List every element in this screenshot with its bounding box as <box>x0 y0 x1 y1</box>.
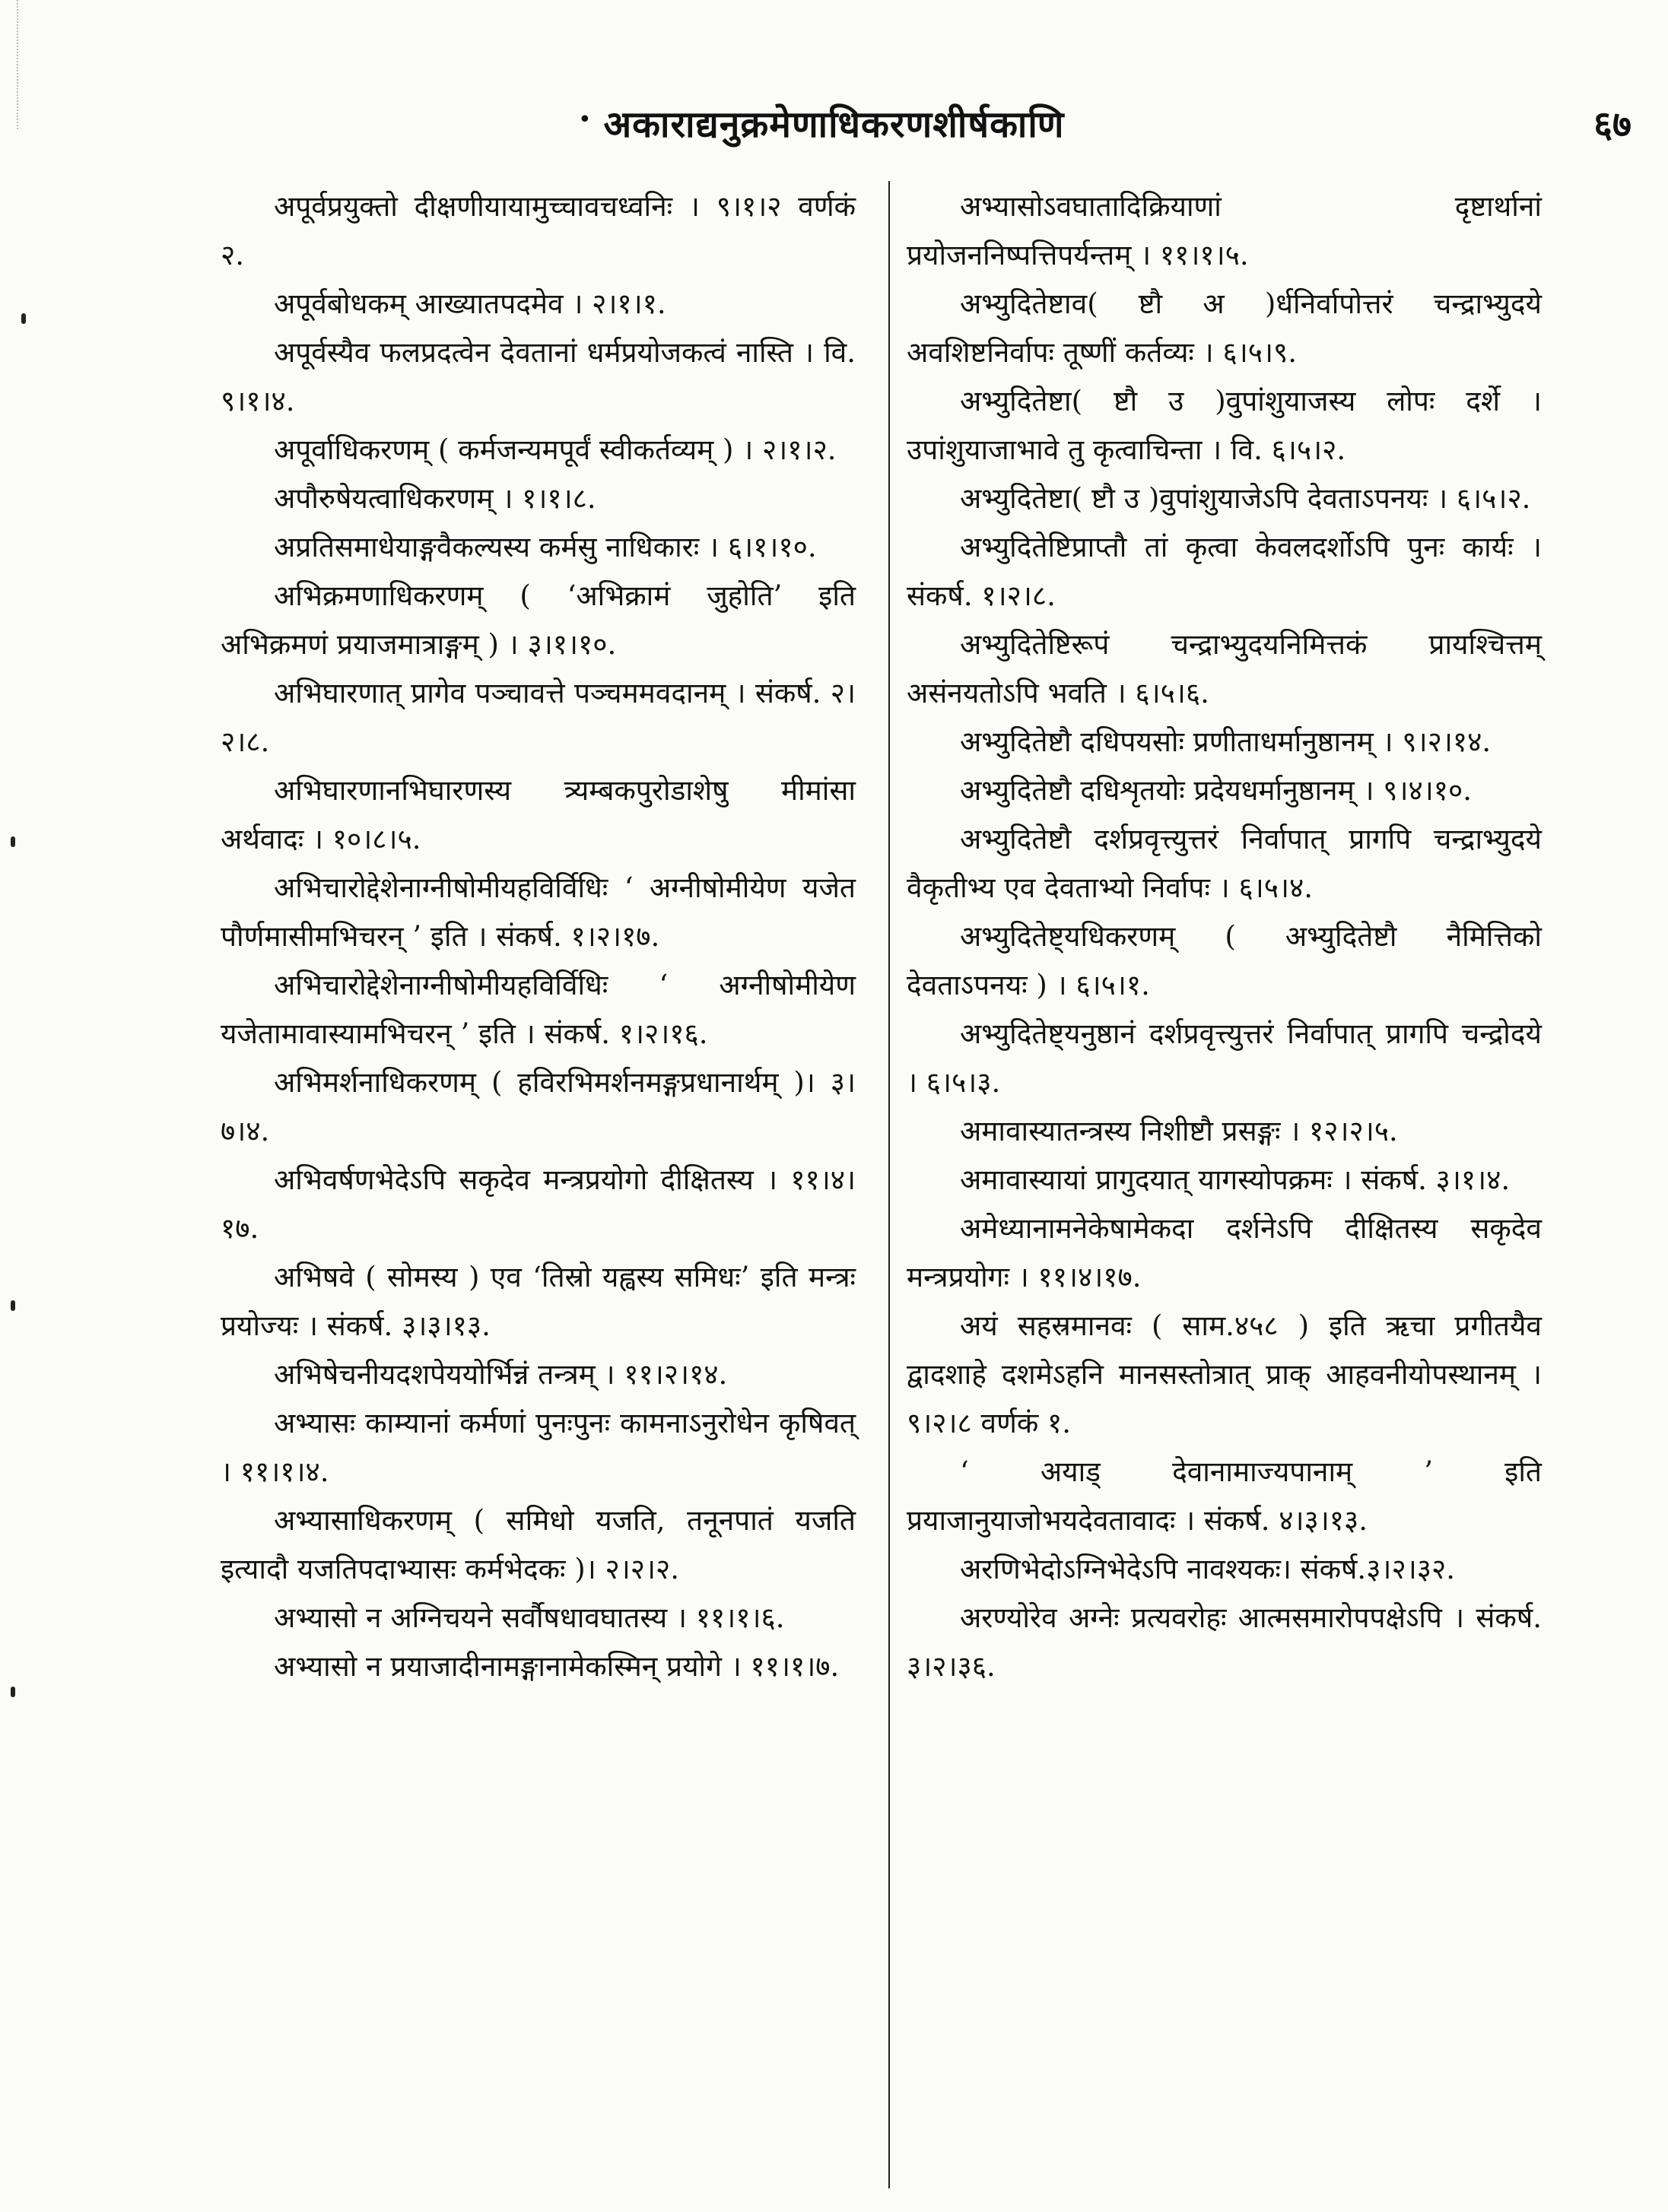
index-entry: अभिक्रमणाधिकरणम् ( ‘अभिक्रामं जुहोति’ इति अभिक्रमणं प्रयाजमात्राङ्गम् ) । ३।१।१०. <box>221 579 856 661</box>
index-entry: अमावास्यायां प्रागुदयात् यागस्योपक्रमः । संकर्ष. ३।१।४. <box>960 1163 1511 1196</box>
index-entry: अपूर्वाधिकरणम् ( कर्मजन्यमपूर्वं स्वीकर्तव्यम् ) । २।१।२. <box>274 433 837 466</box>
page-header <box>0 99 1668 160</box>
index-entry: अभिमर्शनाधिकरणम् ( हविरभिमर्शनमङ्गप्रधानार्थम् )। ३।७।४. <box>221 1066 856 1147</box>
index-entry: अभ्युदितेष्टिरूपं चन्द्राभ्युदयनिमित्तकं प्रायश्चित्तम् असंनयतोऽपि भवति । ६।५।६. <box>907 628 1542 709</box>
margin-mark <box>11 836 15 847</box>
index-entry: अभ्युदितेष्ट्यनुष्ठानं दर्शप्रवृत्त्युत्तरं निर्वापात् प्रागपि चन्द्रोदये । ६।५।३. <box>907 1017 1542 1099</box>
left-column <box>221 182 856 1691</box>
index-entry: अपौरुषेयत्वाधिकरणम् । १।१।८. <box>274 482 596 515</box>
index-entry: अपूर्वबोधकम् आख्यातपदमेव । २।१।१. <box>274 287 666 320</box>
index-entry: अमेध्यानामनेकेषामेकदा दर्शनेऽपि दीक्षितस्य सकृदेव मन्त्रप्रयोगः । ११।४।१७. <box>907 1212 1542 1293</box>
index-entry: अभिचारोद्देशेनाग्नीषोमीयहविर्विधिः ‘ अग्नीषोमीयेण यजेतामावास्यामभिचरन् ’ इति । संकर्ष. १।२।१६. <box>221 969 856 1050</box>
index-entry: अरण्योरेव अग्नेः प्रत्यवरोहः आत्मसमारोपपक्षेऽपि । संकर्ष. ३।२।३६. <box>907 1601 1542 1683</box>
index-entry: अभ्युदितेष्टिप्राप्तौ तां कृत्वा केवलदर्शोऽपि पुनः कार्यः । संकर्ष. १।२।८. <box>907 531 1542 612</box>
index-entry: अभ्युदितेष्टौ दधिपयसोः प्रणीताधर्मानुष्ठानम् । ९।२।१४. <box>960 725 1492 758</box>
index-entry: अभ्यासाधिकरणम् ( समिधो यजति, तनूनपातं यजति इत्यादौ यजतिपदाभ्यासः कर्मभेदकः )। २।२।२. <box>221 1504 856 1585</box>
index-entry: अभिषेचनीयदशपेययोर्भिन्नं तन्त्रम् । ११।२।१४. <box>274 1358 728 1391</box>
margin-mark <box>11 1687 15 1697</box>
index-entry: अयं सहस्रमानवः ( साम.४५८ ) इति ऋचा प्रगीतयैव द्वादशाहे दशमेऽहनि मानसस्तोत्रात् प्राक् आहवनीयोपस्थानम् । ९।२।८ वर्णकं १. <box>907 1309 1542 1439</box>
margin-mark <box>11 1300 15 1311</box>
index-entry: अभ्युदितेष्टौ दर्शप्रवृत्त्युत्तरं निर्वापात् प्रागपि चन्द्राभ्युदये वैकृतीभ्य एव देवताभ्यो निर्वापः । ६।५।४. <box>907 823 1542 904</box>
index-entry: अपूर्वप्रयुक्तो दीक्षणीयायामुच्चावचध्वनिः । ९।१।२ वर्णकं २. <box>221 190 856 271</box>
header-dot: • <box>578 106 592 133</box>
index-entry: अभ्युदितेष्टौ दधिशृतयोः प्रदेयधर्मानुष्ठानम् । ९।४।१०. <box>960 774 1473 807</box>
index-entry: अभ्यासः काम्यानां कर्मणां पुनःपुनः कामनाऽनुरोधेन कृषिवत् । ११।१।४. <box>221 1407 856 1488</box>
index-entry: अप्रतिसमाधेयाङ्गवैकल्यस्य कर्मसु नाधिकारः । ६।१।१०. <box>274 531 817 563</box>
index-entry: अभिषवे ( सोमस्य ) एव ‘तिस्रो यह्वस्य समिधः’ इति मन्त्रः प्रयोज्यः । संकर्ष. ३।३।१३. <box>221 1261 856 1342</box>
page-title: अकाराद्यनुक्रमेणाधिकरणशीर्षकाणि <box>603 103 1065 146</box>
index-entry: अभिवर्षणभेदेऽपि सकृदेव मन्त्रप्रयोगो दीक्षितस्य । ११।४।१७. <box>221 1163 856 1245</box>
index-entry: अभ्युदितेष्टाव( ष्टौ अ )र्धनिर्वापोत्तरं चन्द्राभ्युदये अवशिष्टनिर्वापः तूष्णीं कर्तव्यः । ६।५।९. <box>907 287 1542 369</box>
index-entry: अभ्यासोऽवघातादिक्रियाणां दृष्टार्थानां प्रयोजननिष्पत्तिपर्यन्तम् । ११।१।५. <box>907 190 1542 271</box>
column-divider <box>888 181 890 2188</box>
margin-mark <box>21 313 26 324</box>
index-entry: अभिघारणानभिघारणस्य त्र्यम्बकपुरोडाशेषु मीमांसा अर्थवादः । १०।८।५. <box>221 774 856 855</box>
index-entry: अभिचारोद्देशेनाग्नीषोमीयहविर्विधिः ‘ अग्नीषोमीयेण यजेत पौर्णमासीमभिचरन् ’ इति । संकर्ष. १।२।१७. <box>221 871 856 953</box>
page-number: ६७ <box>1593 103 1631 146</box>
index-entry: अभिघारणात् प्रागेव पञ्चावत्ते पञ्चममवदानम् । संकर्ष. २।२।८. <box>221 677 856 758</box>
index-entry: अपूर्वस्यैव फलप्रदत्वेन देवतानां धर्मप्रयोजकत्वं नास्ति । वि. ९।१।४. <box>221 336 856 417</box>
right-column <box>907 182 1542 1691</box>
index-entry: अमावास्यातन्त्रस्य निशीष्टौ प्रसङ्गः । १२।२।५. <box>960 1115 1398 1147</box>
index-entry: ‘ अयाड् देवानामाज्यपानाम् ’ इति प्रयाजानुयाजोभयदेवतावादः । संकर्ष. ४।३।१३. <box>907 1455 1542 1537</box>
index-entry: अभ्यासो न अग्निचयने सर्वौषधावघातस्य । ११।१।६. <box>274 1601 785 1634</box>
index-entry: अभ्युदितेष्टा( ष्टौ उ )वुपांशुयाजेऽपि देवताऽपनयः । ६।५।२. <box>960 482 1531 515</box>
index-entry: अभ्यासो न प्रयाजादीनामङ्गानामेकस्मिन् प्रयोगे । ११।१।७. <box>274 1650 840 1683</box>
index-entry: अरणिभेदोऽग्निभेदेऽपि नावश्यकः। संकर्ष.३।२।३२. <box>960 1553 1455 1585</box>
index-entry: अभ्युदितेष्ट्यधिकरणम् ( अभ्युदितेष्टौ नैमित्तिको देवताऽपनयः ) । ६।५।१. <box>907 920 1542 1001</box>
index-entry: अभ्युदितेष्टा( ष्टौ उ )वुपांशुयाजस्य लोपः दर्शे । उपांशुयाजाभावे तु कृत्वाचिन्ता । वि. ६।५।२. <box>907 385 1542 466</box>
